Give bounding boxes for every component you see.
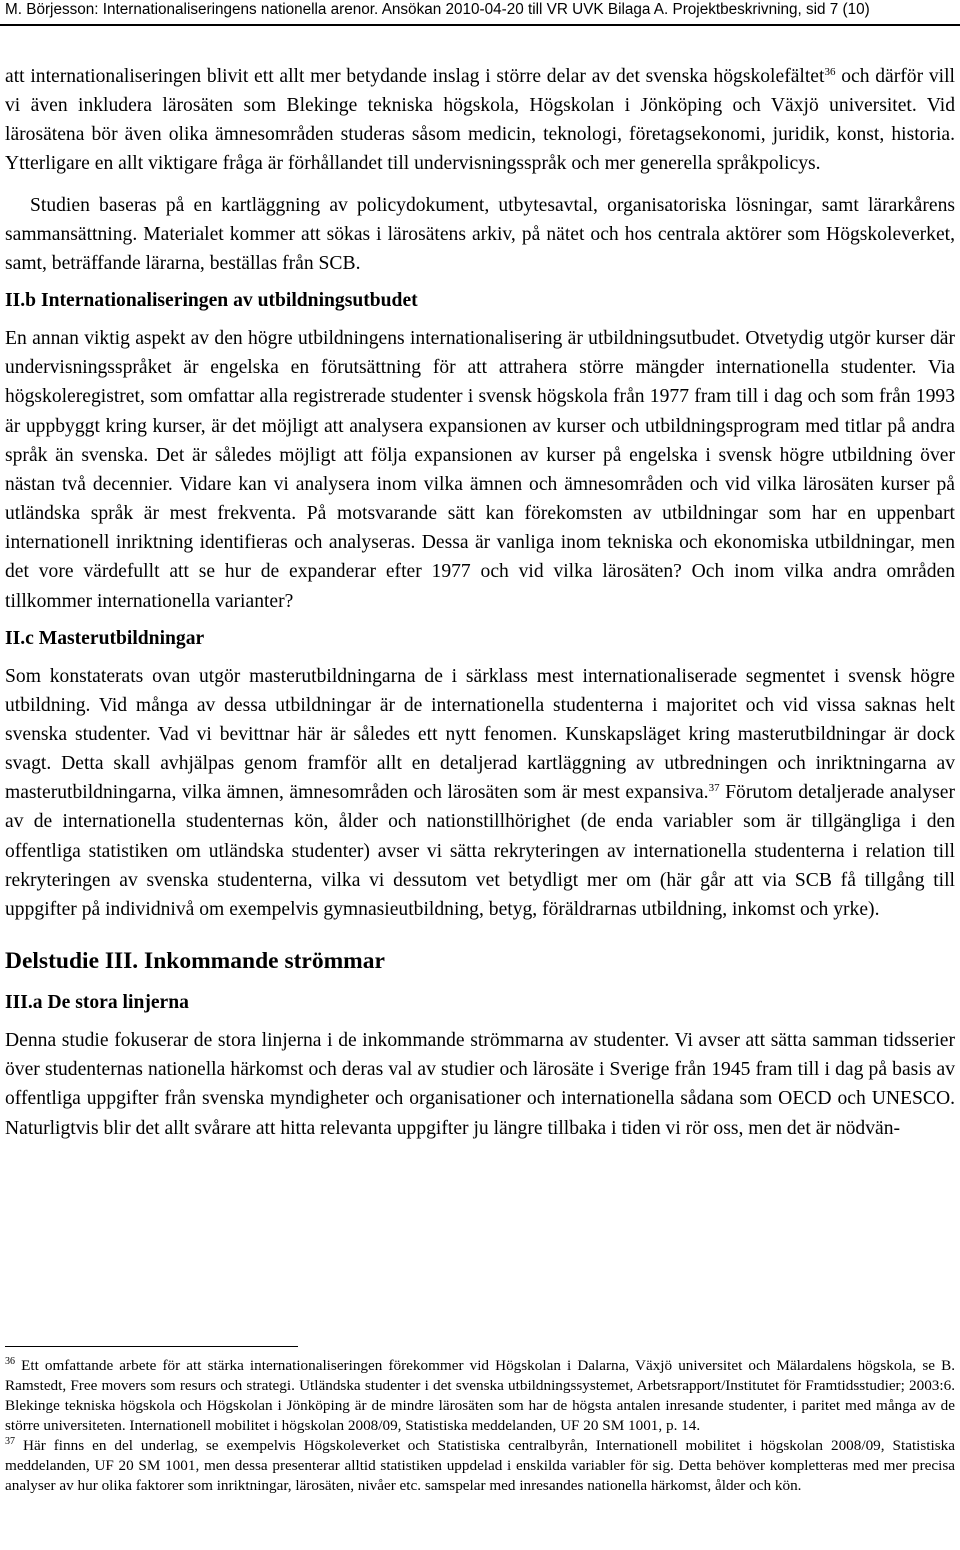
section-2c-paragraph — [5, 662, 955, 924]
footnote-36 — [5, 1356, 955, 1436]
footnote-number-37: 37 — [5, 1436, 15, 1447]
intro-paragraph-1 — [5, 62, 955, 179]
section-2b-paragraph: En annan viktig aspekt av den högre utbildningens internationalisering är utbildningsutbudet. Otvetydig utgör kurser där undervisningsspråket är engelska en förutsättning för att attrahera större mängder internationella studenter. Via högskoleregistret, som omfattar alla registrerade studenter i svensk högskola från 1977 fram till i dag och som från 1993 är uppbyggt kring kurser, är det möjligt att analysera expansionen av kurser och utbildningsprogram med titlar på andra språk än svenska. Det är således möjligt att följa expansionen av kurser på engelska i svensk högre utbildning över nästan två decennier. Vidare kan vi analysera inom vilka ämnen och ämnesområden och vid vilka lärosäten kurser på utländska språk är mest frekventa. På motsvarande sätt kan förekomsten av utbildningar som har en uppenbart internationell inriktning identifieras och analyseras. Dessa är vanliga inom tekniska och ekonomiska utbildningar, men det vore värdefullt att se hur de expanderar efter 1977 och vid vilka lärosäten? Och inom vilka andra områden tillkommer internationella varianter? — [5, 328, 955, 612]
intro-text-part-1: att internationaliseringen blivit ett allt mer betydande inslag i större delar av det svenska högskolefältet — [5, 66, 825, 87]
running-header: M. Börjesson: Internationaliseringens nationella arenor. Ansökan 2010-04-20 till VR UVK Bilaga A. Projektbeskrivning, sid 7 (10) — [5, 1, 870, 18]
footnote-37 — [5, 1436, 955, 1496]
footnote-ref-37[interactable]: 37 — [708, 782, 720, 795]
footnote-36-text: Ett omfattande arbete för att stärka internationaliseringen förekommer vid Högskolan i Dalarna, Växjö universitet och Mälardalens högskola, se B. Ramstedt, Free movers som resurs och strategi. Utländska studenter i det svenska utbildningssystemet, Arbetsrapport/Institutet för Framtidsstudier; 2003:6. Blekinge tekniska högskola och Högskolan i Jönköping är de mindre lärosäten som har de högsta antalen inresande studenter, i paritet med många av de större universiteten. Internationell mobilitet i högskolan 2008/09, Statistiska meddelanden, UF 20 SM 1001, p. 14. — [5, 1357, 955, 1434]
footnote-number-36: 36 — [5, 1356, 15, 1367]
section-heading-3a: III.a De stora linjerna — [5, 992, 189, 1014]
footnote-37-text: Här finns en del underlag, se exempelvis Högskoleverket och Statistiska centralbyrån, Internationell mobilitet i högskolan 2008/09, Statistiska meddelanden, UF 20 SM 1001, men dessa presenterar alltid statistiken uppdelad i enskilda variabler för sig. Detta behöver kompletteras med mer precisa analyser av hur olika faktorer som inriktningar, lärosäten, nivåer etc. samspelar med inresandes nationella härkomst, ålder och kön. — [5, 1437, 955, 1494]
section-2c-text-part-2: Förutom detaljerade analyser av de internationella studenternas kön, ålder och nationstillhörighet (de enda variabler som är tillgängliga i den offentliga statistiken om utländska studenter) avser vi sätta rekryteringen av internationella studenterna i relation till rekryteringen av svenska studenterna, vilka vi dessutom vet betydligt mer om (här går att via SCB få tillgång till uppgifter på individnivå om exempelvis gymnasieutbildning, betyg, föräldrarnas utbildning, inkomst och yrke). — [5, 782, 955, 920]
footnote-separator — [5, 1346, 298, 1347]
intro-text-part-2: och därför vill vi även inkludera lärosäten som Blekinge tekniska högskola, Högskolan i Jönköping och Växjö universitet. Vid lärosätena bör även olika ämnesområden studeras såsom medicin, teknologi, företagsekonomi, juridik, konst, historia. Ytterligare en allt viktigare fråga är förhållandet till undervisningsspråk och mer generella språkpolicys. — [5, 66, 956, 175]
footnote-ref-36[interactable]: 36 — [824, 66, 836, 78]
intro-paragraph-2: Studien baseras på en kartläggning av policydokument, utbytesavtal, organisatoriska lösningar, samt lärarkårens sammansättning. Materialet kommer att sökas i lärosätens arkiv, på nätet och hos centrala aktörer som Högskoleverket, samt, beträffande lärarna, beställas från SCB. — [5, 194, 955, 274]
delstudie-title: Delstudie III. Inkommande strömmar — [5, 948, 385, 975]
section-3a-paragraph: Denna studie fokuserar de stora linjerna i de inkommande strömmarna av studenter. Vi avser att sätta samman tidsserier över studenternas nationella härkomst och deras val av studier och lärosäte i Sverige från 1945 fram till i dag på basis av offentliga uppgifter från svenska myndigheter och organisationer och internationella sådana som OECD och UNESCO. Naturligtvis blir det allt svårare att hitta relevanta uppgifter ju längre tillbaka i tiden vi rör oss, men det är nödvän- — [5, 1030, 955, 1139]
header-rule — [0, 24, 960, 26]
section-heading-2c: II.c Masterutbildningar — [5, 627, 205, 649]
footnotes — [5, 1356, 955, 1496]
section-heading-2b: II.b Internationaliseringen av utbildningsutbudet — [5, 290, 418, 312]
section-2c-text-part-1: Som konstaterats ovan utgör masterutbildningarna de i särklass mest internationaliserade segmentet i svensk högre utbildning. Vid många av dessa utbildningar är de internationella studenterna i majoritet och vid vissa saknas helt svenska studenter. Vad vi bevittnar här är således ett nytt fenomen. Kunskapsläget kring masterutbildningar är dock svagt. Detta skall avhjälpas genom framför allt en detaljerad kartläggning av utbredningen och inriktningarna av masterutbildningarna, vilka ämnen, ämnesområden och lärosäten som är mest expansiva. — [5, 665, 955, 804]
body-text — [5, 62, 955, 1143]
